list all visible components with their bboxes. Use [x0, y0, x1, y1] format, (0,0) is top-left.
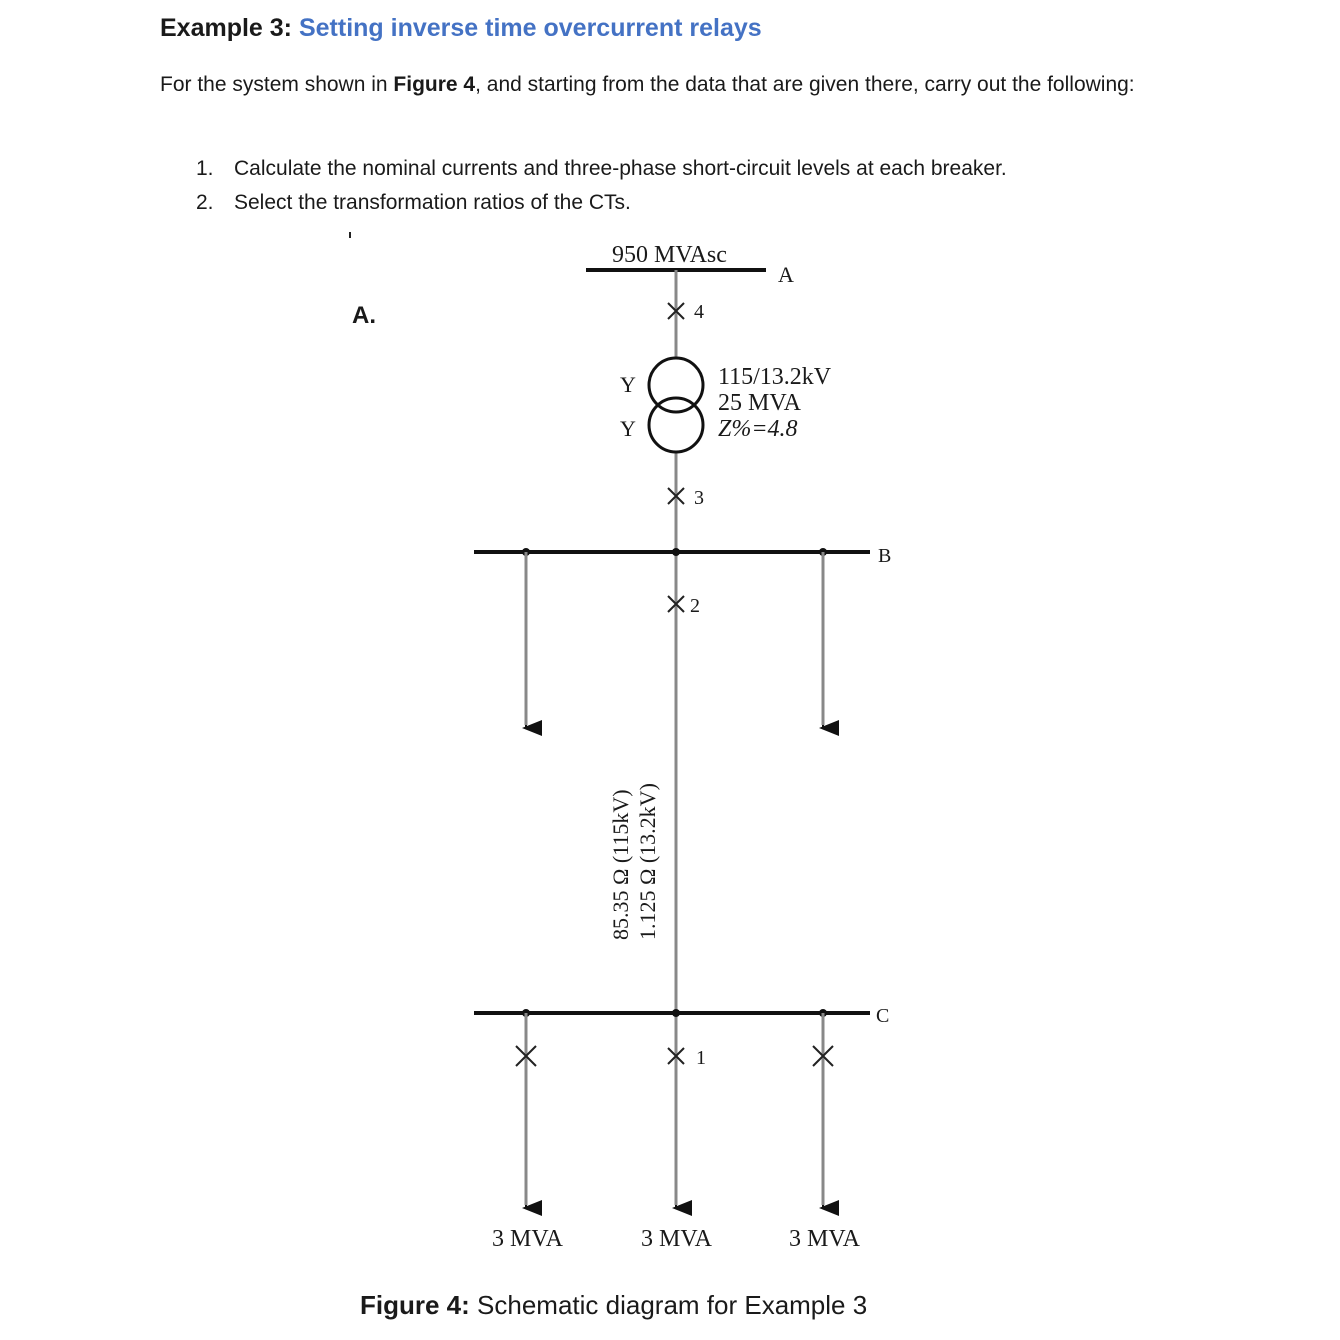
- bus-b-label: B: [878, 545, 892, 567]
- figure-reference: Figure 4: [393, 73, 476, 96]
- task-number: 2.: [196, 191, 214, 214]
- bus-c-node: [672, 1009, 680, 1017]
- line-impedance-lv: 1.125 Ω (13.2kV): [635, 783, 660, 940]
- intro-text-end: , and starting from the data that are given there, carry out the following:: [475, 73, 1135, 96]
- task-number: 1.: [196, 157, 214, 180]
- task-text: Calculate the nominal currents and three-phase short-circuit levels at each breaker.: [234, 157, 1007, 180]
- load-label-center: 3 MVA: [641, 1226, 712, 1252]
- transformer-voltage: 115/13.2kV: [718, 364, 832, 390]
- example-number: Example 3:: [160, 14, 293, 42]
- source-level-label: 950 MVAsc: [612, 242, 727, 268]
- caption-label: Figure 4:: [360, 1290, 470, 1320]
- example-topic: Setting inverse time overcurrent relays: [298, 14, 762, 42]
- breaker-3-label: 3: [694, 487, 704, 509]
- load-label-right: 3 MVA: [789, 1226, 860, 1252]
- task-text: Select the transformation ratios of the CTs.: [234, 191, 631, 214]
- figure-caption: [360, 1290, 867, 1321]
- intro-text-start: For the system shown in: [160, 73, 394, 96]
- line-impedance-hv: 85.35 Ω (115kV): [608, 789, 633, 940]
- winding-primary-label: Y: [620, 372, 636, 397]
- bus-b-node: [672, 548, 680, 556]
- breaker-1-label: 1: [696, 1047, 706, 1069]
- breaker-4-label: 4: [694, 301, 704, 323]
- transformer-secondary-winding: [649, 398, 703, 452]
- load-label-left: 3 MVA: [492, 1226, 563, 1252]
- caption-text: Schematic diagram for Example 3: [469, 1290, 868, 1320]
- bus-a-label: A: [778, 262, 794, 287]
- side-label: A.: [352, 302, 376, 329]
- winding-secondary-label: Y: [620, 416, 636, 441]
- transformer-rating: 25 MVA: [718, 390, 801, 416]
- bus-c-label: C: [876, 1005, 890, 1027]
- breaker-2-label: 2: [690, 595, 700, 617]
- transformer-impedance: Z%=4.8: [718, 416, 798, 442]
